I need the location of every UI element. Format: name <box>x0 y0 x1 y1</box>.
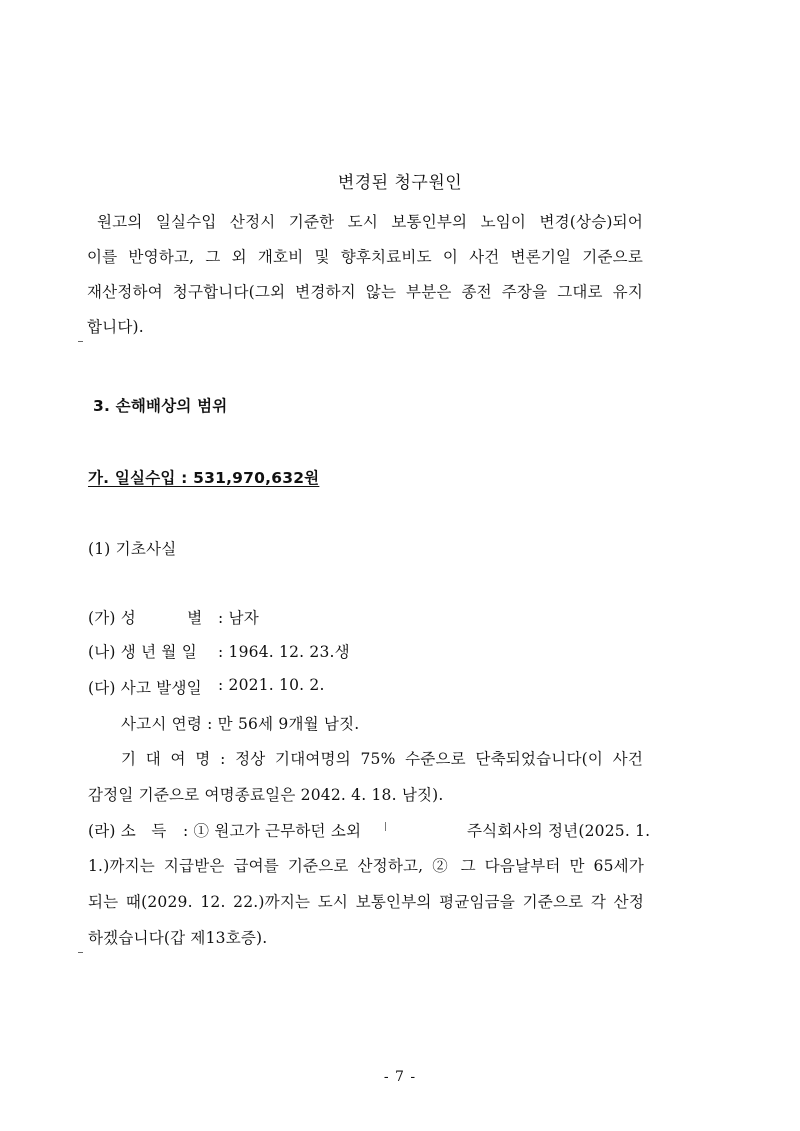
fact-income-line-2: 1.)까지는 지급받은 급여를 기준으로 산정하고, ② 그 다음날부터 만 65세가 <box>88 857 644 875</box>
fact-income-line-1-end: 주식회사의 정년(2025. 1. <box>467 822 651 840</box>
page-title: 변경된 청구원인 <box>337 173 463 193</box>
fact-life-expectancy-line-1: 기 대 여 명 : 정상 기대여명의 75% 수준으로 단축되었습니다(이 사건 <box>121 750 643 768</box>
page-number: - 7 - <box>383 1069 417 1085</box>
fact-gender-value: : 남자 <box>218 609 259 627</box>
fact-income-label: (라) 소 득 <box>88 822 167 840</box>
intro-line-3: 재산정하여 청구합니다(그외 변경하지 않는 부분은 종전 주장을 그대로 유지 <box>87 283 643 301</box>
fact-accident-date-label: (다) 사고 발생일 <box>88 679 202 697</box>
fact-gender-label: (가) 성 별 <box>88 609 203 627</box>
lost-income-heading: 가. 일실수입 : 531,970,632원 <box>88 469 320 487</box>
fact-accident-date-value: : 2021. 10. 2. <box>218 676 325 694</box>
fact-birthdate-value: : 1964. 12. 23.생 <box>218 643 350 661</box>
fact-income-line-4: 하겠습니다(갑 제13호증). <box>88 929 268 947</box>
intro-line-2: 이를 반영하고, 그 외 개호비 및 향후치료비도 이 사건 변론기일 기준으로 <box>87 248 643 266</box>
fact-birthdate-label: (나) 생 년 월 일 <box>88 643 197 661</box>
margin-mark <box>78 341 83 342</box>
fact-age-at-accident: 사고시 연령 : 만 56세 9개월 남짓. <box>121 715 360 733</box>
fact-income-line-1-start: : ① 원고가 근무하던 소외 <box>183 822 362 840</box>
intro-line-4: 합니다). <box>87 318 144 336</box>
margin-mark <box>78 952 83 953</box>
basic-facts-heading: (1) 기초사실 <box>88 540 177 558</box>
fact-income-line-3: 되는 때(2029. 12. 22.)까지는 도시 보통인부의 평균임금을 기준으로 각 산정 <box>88 893 644 911</box>
redaction-mark <box>385 822 386 831</box>
fact-life-expectancy-line-2: 감정일 기준으로 여명종료일은 2042. 4. 18. 남짓). <box>88 786 444 804</box>
section-3-heading: 3. 손해배상의 범위 <box>93 397 228 415</box>
intro-line-1: 원고의 일실수입 산정시 기준한 도시 보통인부의 노임이 변경(상승)되어 <box>97 213 643 231</box>
